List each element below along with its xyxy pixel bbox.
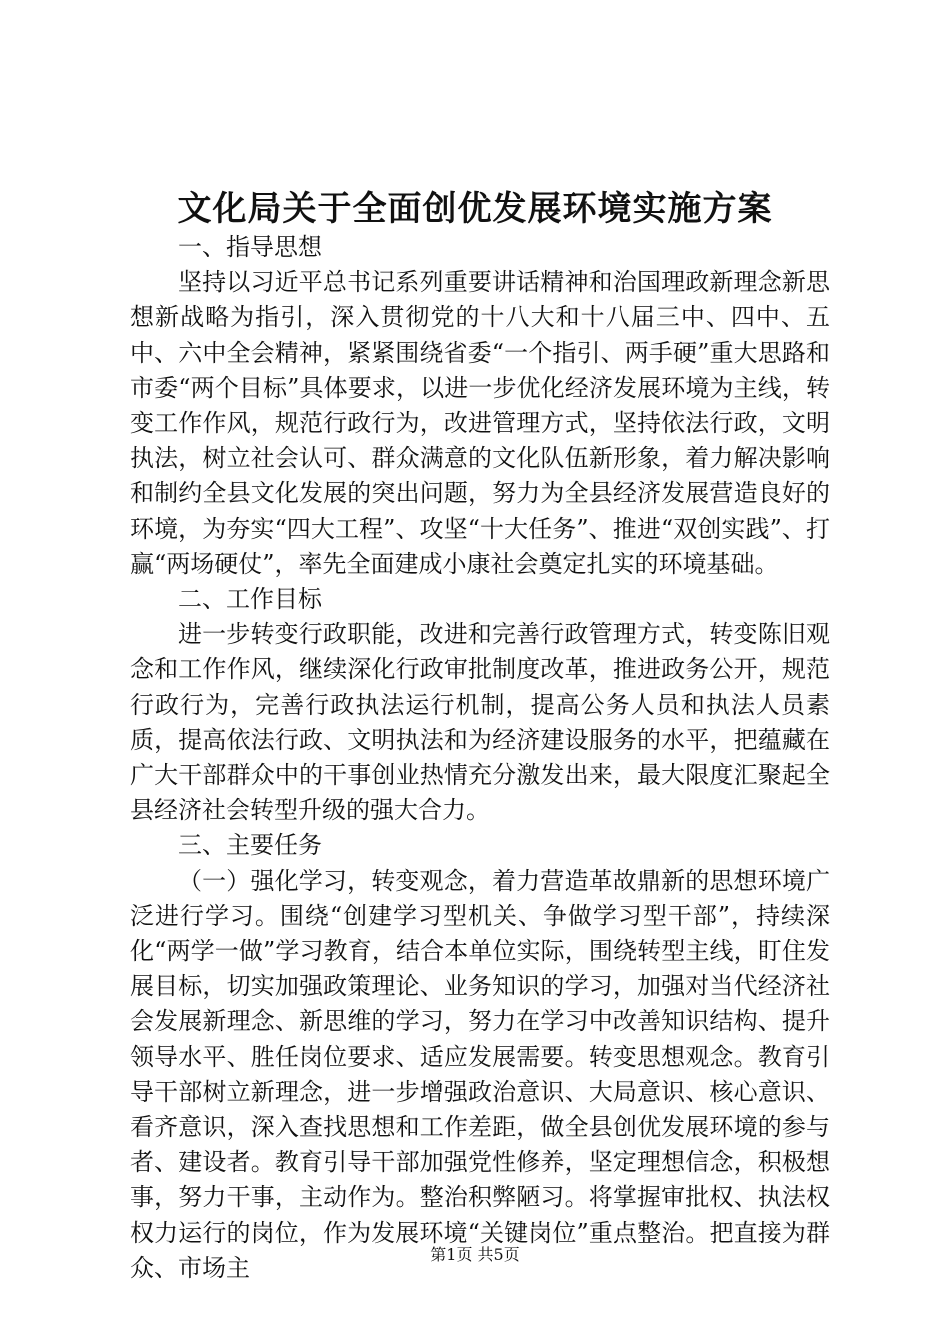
- section-paragraph-work-goals: 进一步转变行政职能，改进和完善行政管理方式，转变陈旧观念和工作作风，继续深化行政审批制度改革，推进政务公开，规范行政行为，完善行政执法运行机制，提高公务人员和执法人员素质，提高依法行政、文明执法和为经济建设服务的水平，把蕴藏在广大干部群众中的干事创业热情充分激发出来，最大限度汇聚起全县经济社会转型升级的强大合力。: [130, 620, 830, 825]
- section-paragraph-guiding-ideology: 坚持以习近平总书记系列重要讲话精神和治国理政新理念新思想新战略为指引，深入贯彻党的十八大和十八届三中、四中、五中、六中全会精神，紧紧围绕省委“一个指引、两手硬”重大思路和市委“两个目标”具体要求，以进一步优化经济发展环境为主线，转变工作作风，规范行政行为，改进管理方式，坚持依法行政，文明执法，树立社会认可、群众满意的文化队伍新形象，着力解决影响和制约全县文化发展的突出问题，努力为全县经济发展营造良好的环境，为夯实“四大工程”、攻坚“十大任务”、推进“双创实践”、打赢“两场硬仗”，率先全面建成小康社会奠定扎实的环境基础。: [130, 268, 830, 578]
- section-paragraph-main-tasks: （一）强化学习，转变观念，着力营造革故鼎新的思想环境广泛进行学习。围绕“创建学习型机关、争做学习型干部”，持续深化“两学一做”学习教育，结合本单位实际，围绕转型主线，盯住发展目标，切实加强政策理论、业务知识的学习，加强对当代经济社会发展新理念、新思维的学习，努力在学习中改善知识结构、提升领导水平、胜任岗位要求、适应发展需要。转变思想观念。教育引导干部树立新理念，进一步增强政治意识、大局意识、核心意识、看齐意识，深入查找思想和工作差距，做全县创优发展环境的参与者、建设者。教育引导干部加强党性修养，坚定理想信念，积极想事，努力干事，主动作为。整治积弊陋习。将掌握审批权、执法权权力运行的岗位，作为发展环境“关键岗位”重点整治。把直接为群众、市场主: [130, 866, 830, 1282]
- section-heading-guiding-ideology: 一、指导思想: [178, 233, 322, 261]
- section-heading-main-tasks: 三、主要任务: [178, 831, 322, 860]
- document-body: [130, 230, 830, 1286]
- section-heading-work-goals: 二、工作目标: [178, 585, 322, 614]
- document-title: 文化局关于全面创优发展环境实施方案: [177, 189, 773, 229]
- page-number-footer: 第1页 共5页: [430, 1245, 520, 1264]
